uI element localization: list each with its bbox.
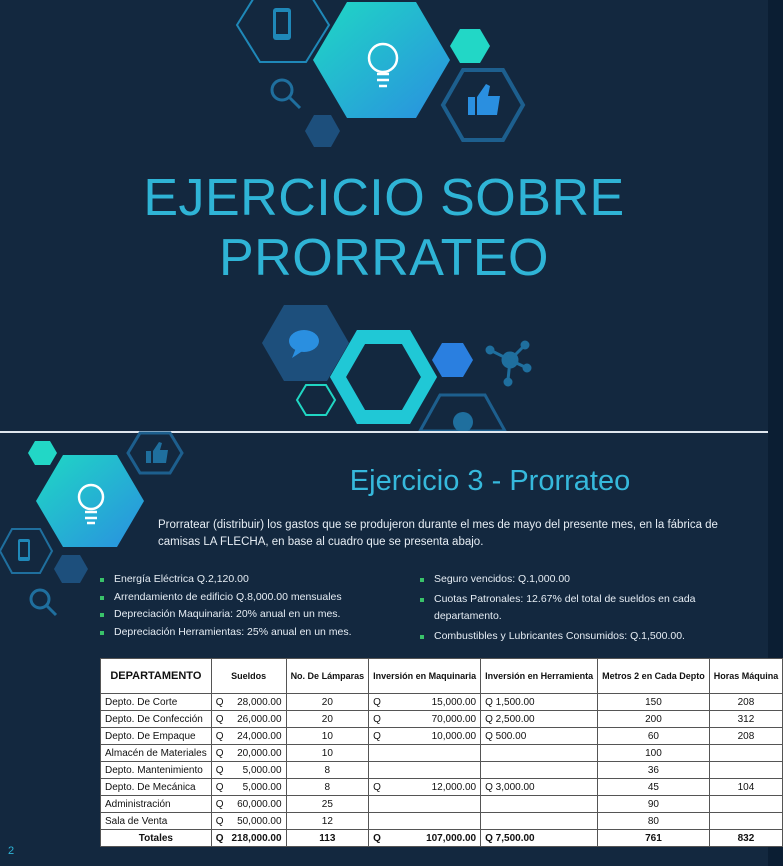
horas-cell [709,762,783,779]
header-maquinaria: Inversión en Maquinaria [369,659,481,694]
currency-cell: Q [211,796,227,813]
slide-title [0,168,768,288]
metros-cell: 45 [598,779,710,796]
title-slide[interactable] [0,0,768,431]
horas-cell: 104 [709,779,783,796]
herramienta-cell: Q 500.00 [481,728,598,745]
list-item: Cuotas Patronales: 12.67% del total de sueldos en cada departamento. [420,591,720,626]
metros-cell: 200 [598,711,710,728]
herramienta-cell [481,813,598,830]
page-number: 2 [8,845,15,857]
lamparas-cell: 8 [286,762,369,779]
lamparas-cell: 113 [286,830,369,847]
list-item: Arrendamiento de edificio Q.8,000.00 mensuales [100,589,390,607]
maquinaria-cell: 107,000.00 [385,830,481,847]
horas-cell [709,745,783,762]
bullet-list-left [100,571,390,641]
herramienta-cell: Q 3,000.00 [481,779,598,796]
currency-cell [369,796,386,813]
horas-cell [709,813,783,830]
list-item: Depreciación Herramientas: 25% anual en un mes. [100,624,390,642]
intro-text: Prorratear (distribuir) los gastos que se produjeron durante el mes de mayo del presente mes, en la fábrica de camisas LA FLECHA, en base al cuadro que se presenta abajo. [158,519,718,548]
herramienta-cell [481,762,598,779]
dept-cell: Depto. Mantenimiento [101,762,212,779]
header-sueldos: Sueldos [211,659,286,694]
gear-icon [453,412,473,432]
maquinaria-cell [385,762,481,779]
horas-cell: 208 [709,694,783,711]
thumbs-up-icon [468,84,500,115]
thumbs-up-icon [146,442,168,463]
herramienta-cell [481,745,598,762]
currency-cell: Q [211,830,227,847]
table-row [101,728,783,745]
dept-cell: Depto. De Corte [101,694,212,711]
department-table [100,658,783,847]
dept-cell: Depto. De Confección [101,711,212,728]
search-icon [272,80,300,108]
lamparas-cell: 12 [286,813,369,830]
currency-cell: Q [211,813,227,830]
currency-cell: Q [211,745,227,762]
table-row [101,711,783,728]
sueldos-cell: 20,000.00 [228,745,287,762]
search-icon [31,590,56,615]
list-item: Energía Eléctrica Q.2,120.00 [100,571,390,589]
lamparas-cell: 8 [286,779,369,796]
metros-cell: 36 [598,762,710,779]
dept-cell: Depto. De Empaque [101,728,212,745]
table-row [101,694,783,711]
currency-cell: Q [369,728,386,745]
dept-cell: Depto. De Mecánica [101,779,212,796]
herramienta-cell: Q 7,500.00 [481,830,598,847]
table-header-row [101,659,783,694]
metros-cell: 60 [598,728,710,745]
list-item: Combustibles y Lubricantes Consumidos: Q.1,500.00. [420,628,720,646]
currency-cell: Q [369,694,386,711]
dept-cell: Almacén de Materiales [101,745,212,762]
maquinaria-cell: 70,000.00 [385,711,481,728]
metros-cell: 150 [598,694,710,711]
horas-cell [709,796,783,813]
phone-icon [273,8,291,40]
lamparas-cell: 25 [286,796,369,813]
metros-cell: 761 [598,830,710,847]
header-herramienta: Inversión en Herramienta [481,659,598,694]
header-departamento: DEPARTAMENTO [101,659,212,694]
network-icon [487,342,530,385]
currency-cell: Q [369,779,386,796]
table-row [101,813,783,830]
sueldos-cell: 218,000.00 [228,830,287,847]
header-horas: Horas Máquina [709,659,783,694]
bulb-hexagon [36,455,144,547]
sueldos-cell: 60,000.00 [228,796,287,813]
currency-cell: Q [211,779,227,796]
herramienta-cell: Q 1,500.00 [481,694,598,711]
lamparas-cell: 20 [286,711,369,728]
currency-cell [369,745,386,762]
currency-cell: Q [211,728,227,745]
herramienta-cell: Q 2,500.00 [481,711,598,728]
bullet-list-right [420,571,720,647]
title-line-2: PRORRATEO [218,229,549,287]
maquinaria-cell [385,745,481,762]
slide-title: Ejercicio 3 - Prorrateo [349,465,631,497]
currency-cell: Q [211,694,227,711]
exercise-slide[interactable] [0,433,779,866]
maquinaria-cell: 10,000.00 [385,728,481,745]
lamparas-cell: 10 [286,728,369,745]
metros-cell: 100 [598,745,710,762]
metros-cell: 90 [598,796,710,813]
table-row [101,762,783,779]
list-item: Seguro vencidos: Q.1,000.00 [420,571,720,589]
list-item: Depreciación Maquinaria: 20% anual en un mes. [100,606,390,624]
currency-cell: Q [369,830,386,847]
sueldos-cell: 5,000.00 [228,779,287,796]
herramienta-cell [481,796,598,813]
sueldos-cell: 28,000.00 [228,694,287,711]
phone-icon [18,539,30,561]
header-lamparas: No. De Lámparas [286,659,369,694]
table-totals-row [101,830,783,847]
currency-cell: Q [211,762,227,779]
currency-cell: Q [211,711,227,728]
maquinaria-cell: 12,000.00 [385,779,481,796]
dept-cell: Sala de Venta [101,813,212,830]
lamparas-cell: 20 [286,694,369,711]
lamparas-cell: 10 [286,745,369,762]
header-metros: Metros 2 en Cada Depto [598,659,710,694]
dept-cell: Totales [101,830,212,847]
dept-cell: Administración [101,796,212,813]
ring-hexagon [338,337,429,417]
maquinaria-cell: 15,000.00 [385,694,481,711]
currency-cell: Q [369,711,386,728]
sueldos-cell: 24,000.00 [228,728,287,745]
currency-cell [369,813,386,830]
maquinaria-cell [385,796,481,813]
maquinaria-cell [385,813,481,830]
table-row [101,745,783,762]
sueldos-cell: 26,000.00 [228,711,287,728]
title-line-1: EJERCICIO SOBRE [143,169,625,227]
bulb-hexagon [313,2,450,118]
table-row [101,779,783,796]
horas-cell: 832 [709,830,783,847]
horas-cell: 208 [709,728,783,745]
metros-cell: 80 [598,813,710,830]
horas-cell: 312 [709,711,783,728]
sueldos-cell: 50,000.00 [228,813,287,830]
sueldos-cell: 5,000.00 [228,762,287,779]
table-row [101,796,783,813]
currency-cell [369,762,386,779]
